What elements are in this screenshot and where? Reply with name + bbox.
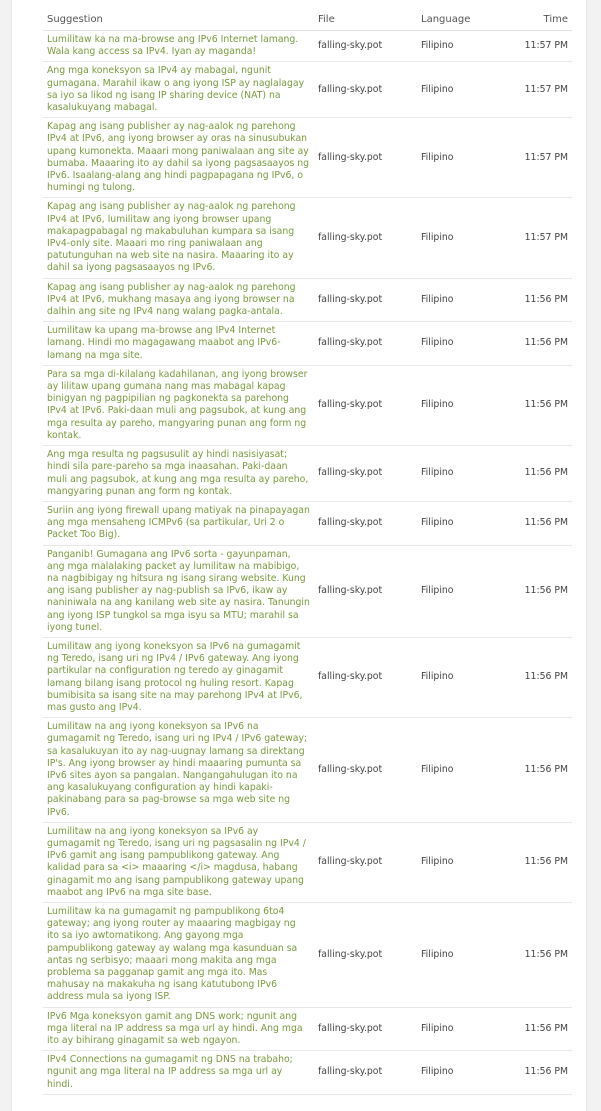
time-cell: 11:57 PM bbox=[497, 62, 572, 118]
suggestion-link[interactable]: Lumilitaw ang iyong koneksyon sa IPv6 na gumagamit ng Teredo, isang uri ng IPv4 / IPv6 gateway. Ang iyong partikular na configuration ng teredo ay ginagamit lamang bilang isang protocol ng huling resort. Kapag bumibisita sa isang site na may parehong IPv4 at IPv6, mas gusto ang IPv4. bbox=[47, 640, 303, 713]
suggestion-link[interactable]: Ang mga koneksyon sa IPv4 ay mabagal, ngunit gumagana. Marahil ikaw o ang iyong ISP ay naglalagay sa iyo sa likod ng isang IP sharing device (NAT) na kasalukuyang mabagal. bbox=[47, 65, 305, 114]
file-cell: falling-sky.pot bbox=[314, 446, 417, 502]
suggestion-cell bbox=[43, 322, 314, 366]
suggestion-cell bbox=[43, 903, 314, 1008]
suggestion-cell bbox=[43, 446, 314, 502]
time-cell: 11:56 PM bbox=[497, 365, 572, 445]
table-row bbox=[43, 903, 572, 1008]
suggestion-link[interactable]: Lumilitaw ka na gumagamit ng pampublikong 6to4 gateway; ang iyong router ay maaaring magbigay ng ito sa iyo awtomatikong. Ang gayong mga pampublikong gateway ay walang mga kasunduan sa antas ng serbisyo; maaari mong makita ang mga problema sa pagganap gamit ang mga ito. Mas mahusay na makakuha ng isang katutubong IPv6 address mula sa iyong ISP. bbox=[47, 906, 298, 1003]
time-cell: 11:56 PM bbox=[497, 545, 572, 637]
table-row bbox=[43, 637, 572, 717]
file-cell: falling-sky.pot bbox=[314, 637, 417, 717]
table-row bbox=[43, 718, 572, 823]
file-cell: falling-sky.pot bbox=[314, 903, 417, 1008]
suggestion-cell bbox=[43, 1007, 314, 1051]
table-row bbox=[43, 322, 572, 366]
table-row bbox=[43, 365, 572, 445]
language-cell: Filipino bbox=[417, 822, 497, 902]
language-cell: Filipino bbox=[417, 62, 497, 118]
file-cell: falling-sky.pot bbox=[314, 1007, 417, 1051]
file-cell: falling-sky.pot bbox=[314, 501, 417, 545]
suggestion-cell bbox=[43, 198, 314, 278]
time-cell: 11:57 PM bbox=[497, 198, 572, 278]
suggestion-link[interactable]: Para sa mga di-kilalang kadahilanan, ang iyong browser ay lilitaw upang gumana nang mas mabagal kapag binigyan ng pagpipilian ng pagkonekta sa parehong IPv4 at IPv6. Paki-daan muli ang pagsubok, at kung ang mga resulta ay pareho, mangyaring punan ang form ng kontak. bbox=[47, 368, 308, 441]
suggestion-link[interactable]: Kapag ang isang publisher ay nag-aalok ng parehong IPv4 at IPv6, lumilitaw ang iyong browser upang makapagpabagal ng makabuluhan kumpara sa isang IPv4-only site. Maaari mo ring paniwalaan ang patutunguhan na web site na nasira. Maaaring ito ay dahil sa iyong pagsasaayos ng IPv6. bbox=[47, 201, 296, 274]
language-cell: Filipino bbox=[417, 718, 497, 823]
suggestion-cell bbox=[43, 1051, 314, 1095]
table-header-row bbox=[43, 8, 572, 31]
suggestion-cell bbox=[43, 822, 314, 902]
file-cell: falling-sky.pot bbox=[314, 1051, 417, 1095]
language-cell: Filipino bbox=[417, 446, 497, 502]
column-header-language: Language bbox=[417, 8, 497, 31]
time-cell: 11:56 PM bbox=[497, 322, 572, 366]
suggestions-table bbox=[43, 8, 572, 1095]
suggestion-link[interactable]: Panganib! Gumagana ang IPv6 sorta - gayunpaman, ang mga malalaking packet ay lumilitaw na mabibigo, na nagbibigay ng hitsura ng isang sirang website. Kung ang isang publisher ay nag-publish sa IPv6, ikaw ay naniniwala na ang kanilang web site ay nasira. Tanungin ang iyong ISP tungkol sa mga isyu sa MTU; marahil sa iyong tunel. bbox=[47, 548, 310, 633]
file-cell: falling-sky.pot bbox=[314, 118, 417, 198]
time-cell: 11:56 PM bbox=[497, 718, 572, 823]
file-cell: falling-sky.pot bbox=[314, 198, 417, 278]
suggestion-cell bbox=[43, 718, 314, 823]
time-cell: 11:56 PM bbox=[497, 1007, 572, 1051]
suggestion-cell bbox=[43, 118, 314, 198]
file-cell: falling-sky.pot bbox=[314, 718, 417, 823]
suggestion-link[interactable]: Lumilitaw na ang iyong koneksyon sa IPv6 na gumagamit ng Teredo, isang uri ng IPv4 / IPv6 gateway; sa kasalukuyan ito ay nag-uugnay lamang sa direktang IP's. Ang iyong browser ay hindi maaaring pumunta sa IPv6 sites ayon sa pangalan. Nangangahulugan ito na ang kasalukuyang configuration ay hindi kapaki-pakinabang para sa pag-browse sa mga web site ng IPv6. bbox=[47, 721, 308, 818]
time-cell: 11:56 PM bbox=[497, 903, 572, 1008]
file-cell: falling-sky.pot bbox=[314, 545, 417, 637]
language-cell: Filipino bbox=[417, 501, 497, 545]
suggestion-cell bbox=[43, 62, 314, 118]
language-cell: Filipino bbox=[417, 637, 497, 717]
table-row bbox=[43, 545, 572, 637]
suggestion-cell bbox=[43, 501, 314, 545]
table-row bbox=[43, 822, 572, 902]
suggestion-cell bbox=[43, 278, 314, 322]
language-cell: Filipino bbox=[417, 118, 497, 198]
column-header-time: Time bbox=[497, 8, 572, 31]
table-row bbox=[43, 278, 572, 322]
time-cell: 11:56 PM bbox=[497, 637, 572, 717]
column-header-file: File bbox=[314, 8, 417, 31]
language-cell: Filipino bbox=[417, 903, 497, 1008]
time-cell: 11:56 PM bbox=[497, 1051, 572, 1095]
time-cell: 11:56 PM bbox=[497, 822, 572, 902]
time-cell: 11:56 PM bbox=[497, 501, 572, 545]
language-cell: Filipino bbox=[417, 278, 497, 322]
file-cell: falling-sky.pot bbox=[314, 31, 417, 62]
table-row bbox=[43, 446, 572, 502]
table-row bbox=[43, 1007, 572, 1051]
language-cell: Filipino bbox=[417, 365, 497, 445]
suggestion-cell bbox=[43, 365, 314, 445]
suggestion-link[interactable]: Kapag ang isang publisher ay nag-aalok ng parehong IPv4 at IPv6, ang iyong browser ay oras na sinusubukan upang kumonekta. Maaari mong paniwalaan ang site ay bumaba. Maaaring ito ay dahil sa iyong pagsasaayos ng IPv6. Isaalang-alang ang hindi pagpapagana ng IPv6, o humingi ng tulong. bbox=[47, 121, 310, 194]
table-row bbox=[43, 501, 572, 545]
language-cell: Filipino bbox=[417, 322, 497, 366]
suggestion-link[interactable]: IPv4 Connections na gumagamit ng DNS na trabaho; ngunit ang mga literal na IP address sa mga url ay hindi. bbox=[47, 1054, 293, 1090]
table-row bbox=[43, 198, 572, 278]
page-panel bbox=[12, 0, 586, 1111]
file-cell: falling-sky.pot bbox=[314, 62, 417, 118]
language-cell: Filipino bbox=[417, 1007, 497, 1051]
suggestion-cell bbox=[43, 637, 314, 717]
time-cell: 11:56 PM bbox=[497, 278, 572, 322]
suggestion-link[interactable]: Kapag ang isang publisher ay nag-aalok ng parehong IPv4 at IPv6, mukhang masaya ang iyong browser na dalhin ang site ng IPv4 nang walang pagka-antala. bbox=[47, 281, 296, 318]
suggestion-link[interactable]: Lumilitaw na ang iyong koneksyon sa IPv6 ay gumagamit ng Teredo, isang uri ng pagsasalin ng IPv4 / IPv6 gamit ang isang pampublikong gateway. Ang kalidad para sa <i> maaaring </i> magdusa, habang ginagamit mo ang isang pampublikong gateway upang maabot ang IPv6 na mga site base. bbox=[47, 825, 306, 898]
time-cell: 11:56 PM bbox=[497, 446, 572, 502]
time-cell: 11:57 PM bbox=[497, 31, 572, 62]
table-row bbox=[43, 118, 572, 198]
file-cell: falling-sky.pot bbox=[314, 322, 417, 366]
suggestion-link[interactable]: IPv6 Mga koneksyon gamit ang DNS work; ngunit ang mga literal na IP address sa mga url ay hindi. Ang mga ito ay bihirang ginagamit sa web ngayon. bbox=[47, 1010, 303, 1047]
file-cell: falling-sky.pot bbox=[314, 278, 417, 322]
suggestion-link[interactable]: Ang mga resulta ng pagsusulit ay hindi nasisiyasat; hindi sila pare-pareho sa mga inaasahan. Paki-daan muli ang pagsubok, at kung ang mga resulta ay pareho, mangyaring punan ang form ng kontak. bbox=[47, 449, 309, 497]
time-cell: 11:57 PM bbox=[497, 118, 572, 198]
language-cell: Filipino bbox=[417, 31, 497, 62]
suggestion-link[interactable]: Suriin ang iyong firewall upang matiyak na pinapayagan ang mga mensaheng ICMPv6 (sa partikular, Uri 2 o Packet Too Big). bbox=[47, 504, 310, 541]
table-row bbox=[43, 1051, 572, 1095]
suggestion-link[interactable]: Lumilitaw ka na ma-browse ang IPv6 Internet lamang. Wala kang access sa IPv4. Iyan ay maganda! bbox=[47, 34, 299, 58]
suggestion-cell bbox=[43, 31, 314, 62]
suggestion-cell bbox=[43, 545, 314, 637]
file-cell: falling-sky.pot bbox=[314, 822, 417, 902]
table-row bbox=[43, 31, 572, 62]
table-row bbox=[43, 62, 572, 118]
language-cell: Filipino bbox=[417, 198, 497, 278]
column-header-suggestion: Suggestion bbox=[43, 8, 314, 31]
file-cell: falling-sky.pot bbox=[314, 365, 417, 445]
language-cell: Filipino bbox=[417, 1051, 497, 1095]
language-cell: Filipino bbox=[417, 545, 497, 637]
table-body bbox=[43, 31, 572, 1095]
suggestion-link[interactable]: Lumilitaw ka upang ma-browse ang IPv4 Internet lamang. Hindi mo magagawang maabot ang IPv6-lamang na mga site. bbox=[47, 325, 281, 361]
